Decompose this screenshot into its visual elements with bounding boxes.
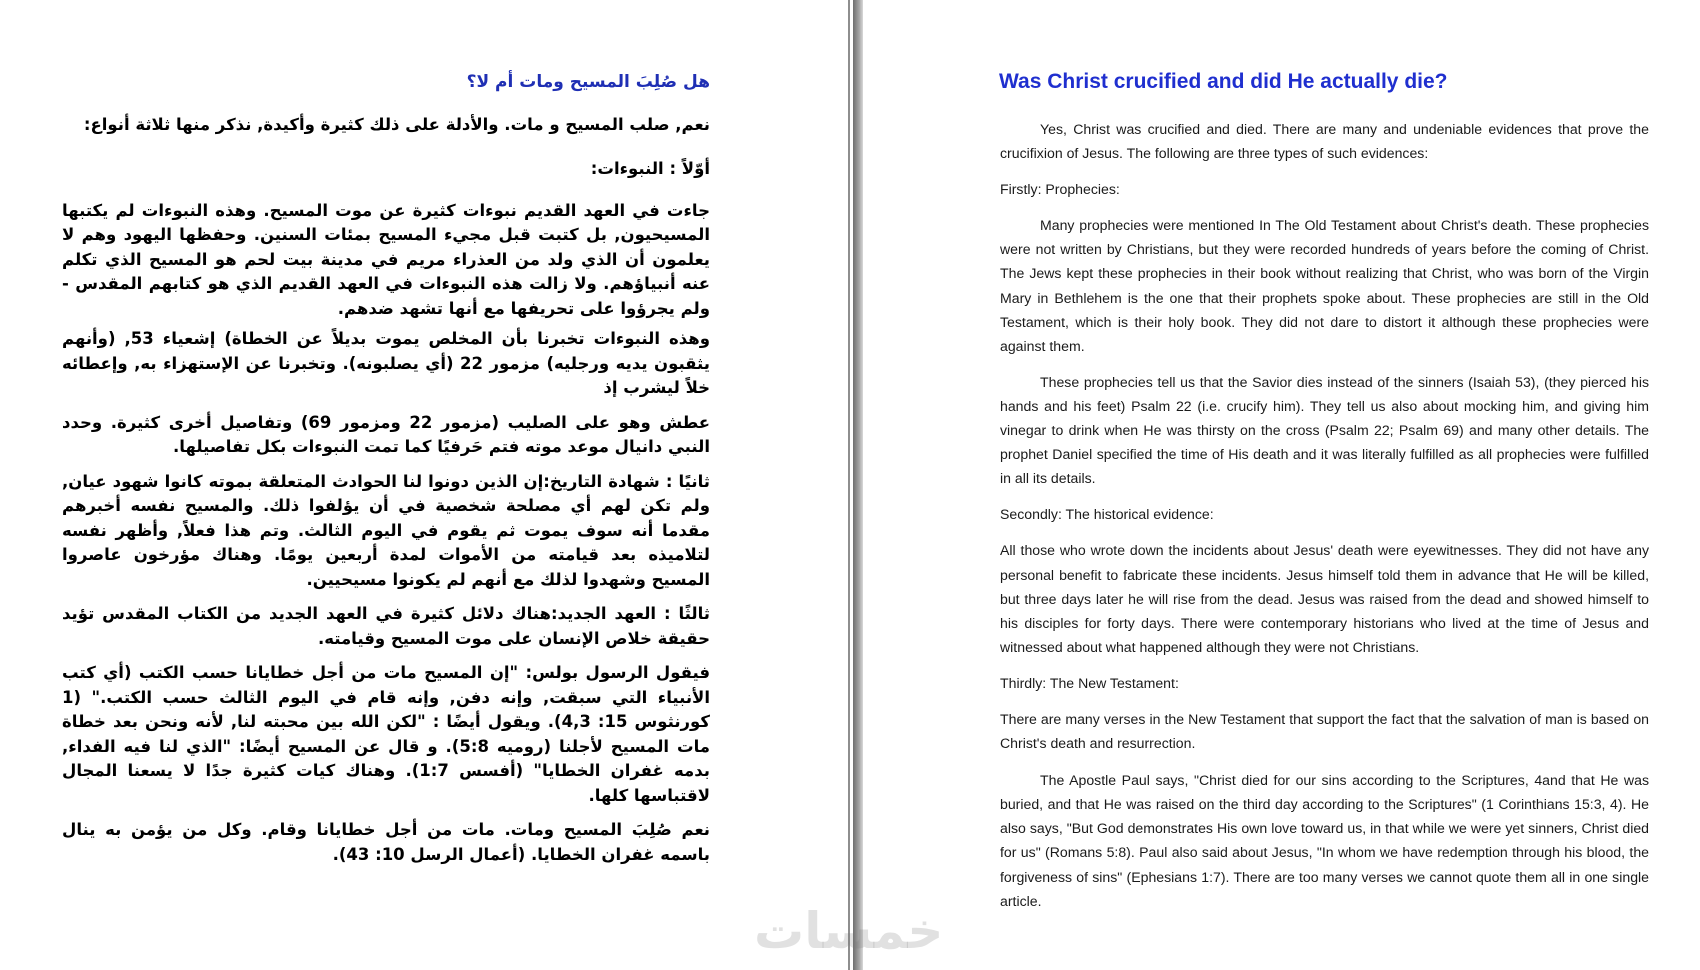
arabic-paragraph: ثانيًا : شهادة التاريخ:إن الذين دونوا لنا الحوادث المتعلقة بموته كانوا شهود عيان, ولم تكن لهم أي مصلحة شخصية في أن يؤلفوا ذلك. والمسيح نفسه أخبرهم مقدما أنه سوف يموت ثم يقوم في اليوم الثالث. وتم هذا فعلاً, وأظهر نفسه لتلاميذه بعد قيامته من الأموات لمدة أربعين يومًا. وهناك مؤرخون عاصروا المسيح وشهدوا لذلك مع أنهم لم يكونوا مسيحيين. (62, 471, 710, 589)
arabic-paragraph: ثالثًا : العهد الجديد:هناك دلائل كثيرة في العهد الجديد من الكتاب المقدس تؤيد حقيقة خلاص الإنسان على موت المسيح وقيامته. (62, 604, 710, 648)
arabic-heading-prophecies: أوّلاً : النبوءات: (590, 159, 710, 178)
arabic-paragraph: عطش وهو على الصليب (مزمور 22 ومزمور 69) وتفاصيل أخرى كثيرة. وحدد النبي دانيال موعد موته فتم حَرفيًا كما تمت النبوءات بكل تفاصيلها. (62, 412, 710, 456)
arabic-page-title: هل صُلِبَ المسيح ومات أم لا؟ (466, 72, 710, 92)
english-heading-historical: Secondly: The historical evidence: (1000, 506, 1214, 523)
site-watermark: خمسات (754, 902, 944, 960)
english-paragraph: There are many verses in the New Testament that support the fact that the salvation of man is based on Christ's death and resurrection. (1000, 710, 1649, 752)
english-paragraph: Yes, Christ was crucified and died. There are many and undeniable evidences that prove the crucifixion of Jesus. The following are three types of such evidences: (1000, 121, 1649, 162)
english-page-title: Was Christ crucified and did He actually die? (999, 70, 1448, 93)
english-page-content (1000, 117, 1649, 925)
page-divider (848, 0, 864, 970)
divider-line (848, 0, 850, 970)
english-paragraph: All those who wrote down the incidents about Jesus' death were eyewitnesses. They did not have any personal benefit to fabricate these incidents. Jesus himself told them in advance that He will be killed, but three days later he will rise from the dead. Jesus was raised from the dead and showed himself to his disciples for forty days. There were contemporary historians who lived at the time of Jesus and witnessed about what happened although they were not Christians. (1000, 542, 1649, 655)
english-page (864, 0, 1700, 970)
arabic-paragraph: وهذه النبوءات تخبرنا بأن المخلص يموت بديلاً عن الخطاة) إشعياء 53, (وأنهم يثقبون يديه ورجليه) مزمور 22 (أي يصلبونه). وتخبرنا عن الإستهزاء به, وإعطائه خلاً ليشرب إذ (62, 329, 710, 397)
english-heading-new-testament: Thirdly: The New Testament: (1000, 674, 1179, 691)
arabic-paragraph: جاءت في العهد القديم نبوءات كثيرة عن موت المسيح. وهذه النبوءات لم يكتبها المسيحيون, بل كتبت قبل مجيء المسيح بمئات السنين. وحفظها اليهود وهم لا يعلمون أن الذي ولد من العذراء مريم في مدينة بيت لحم هو المسيح الذي تكلم عنه أنبياؤهم. ولا زالت هذه النبوءات في العهد القديم الذي هو كتابهم المقدس - ولم يجرؤوا على تحريفها مع أنها تشهد ضدهم. (62, 200, 710, 318)
arabic-intro: نعم, صلب المسيح و مات. والأدلة على ذلك كثيرة وأكيدة, نذكر منها ثلاثة أنواع: (83, 114, 710, 134)
english-heading-prophecies: Firstly: Prophecies: (1000, 181, 1120, 198)
arabic-paragraph: نعم صُلِبَ المسيح ومات. مات من أجل خطايانا وقام. وكل من يؤمن به ينال باسمه غفران الخطايا. (أعمال الرسل 10: 43). (62, 820, 710, 864)
english-paragraph: These prophecies tell us that the Savior dies instead of the sinners (Isaiah 53), (they pierced his hands and his feet) Psalm 22 (i.e. crucify him). They tell us also about mocking him, and giving him vinegar to drink when He was thirsty on the cross (Psalm 22; Psalm 69) and many other details. The prophet Daniel specified the time of His death and it was literally fulfilled as all prophecies were fulfilled in all its details. (1000, 373, 1649, 487)
divider-shadow (853, 0, 863, 970)
arabic-page (0, 0, 848, 970)
english-paragraph: The Apostle Paul says, "Christ died for our sins according to the Scriptures, 4and that He was buried, and that He was raised on the third day according to the Scriptures" (1 Corinthians 15:3, 4). He also says, "But God demonstrates His own love toward us, in that while we were yet sinners, Christ died for us" (Romans 5:8). Paul also said about Jesus, "In whom we have redemption through his blood, the forgiveness of sins" (Ephesians 1:7). There are too many verses we cannot quote them all in one single article. (1000, 772, 1649, 909)
english-paragraph: Many prophecies were mentioned In The Old Testament about Christ's death. These prophecies were not written by Christians, but they were recorded hundreds of years before the coming of Christ. The Jews kept these prophecies in their book without realizing that Christ, who was born of the Virgin Mary in Bethlehem is the one that their prophets spoke about. These prophecies are still in the Old Testament, which is their holy book. They did not dare to distort it although these prophecies were against them. (1000, 217, 1649, 354)
arabic-page-content (62, 70, 710, 873)
arabic-paragraph: فيقول الرسول بولس: "إن المسيح مات من أجل خطايانا حسب الكتب (أي كتب الأنبياء التي سبقت, وإنه دفن, وإنه قام في اليوم الثالث حسب الكتب." (1 كورنثوس 15: 4,3). ويقول أيضًا : "لكن الله بين محبته لنا, لأنه ونحن بعد خطاة مات المسيح لأجلنا (روميه 5:8). و قال عن المسيح أيضًا: "الذي لنا فيه الفداء, بدمه غفران الخطايا" (أفسس 1:7). وهناك كيات كثيرة جدًا لا يسعنا المجال لاقتباسها كلها. (62, 663, 710, 805)
